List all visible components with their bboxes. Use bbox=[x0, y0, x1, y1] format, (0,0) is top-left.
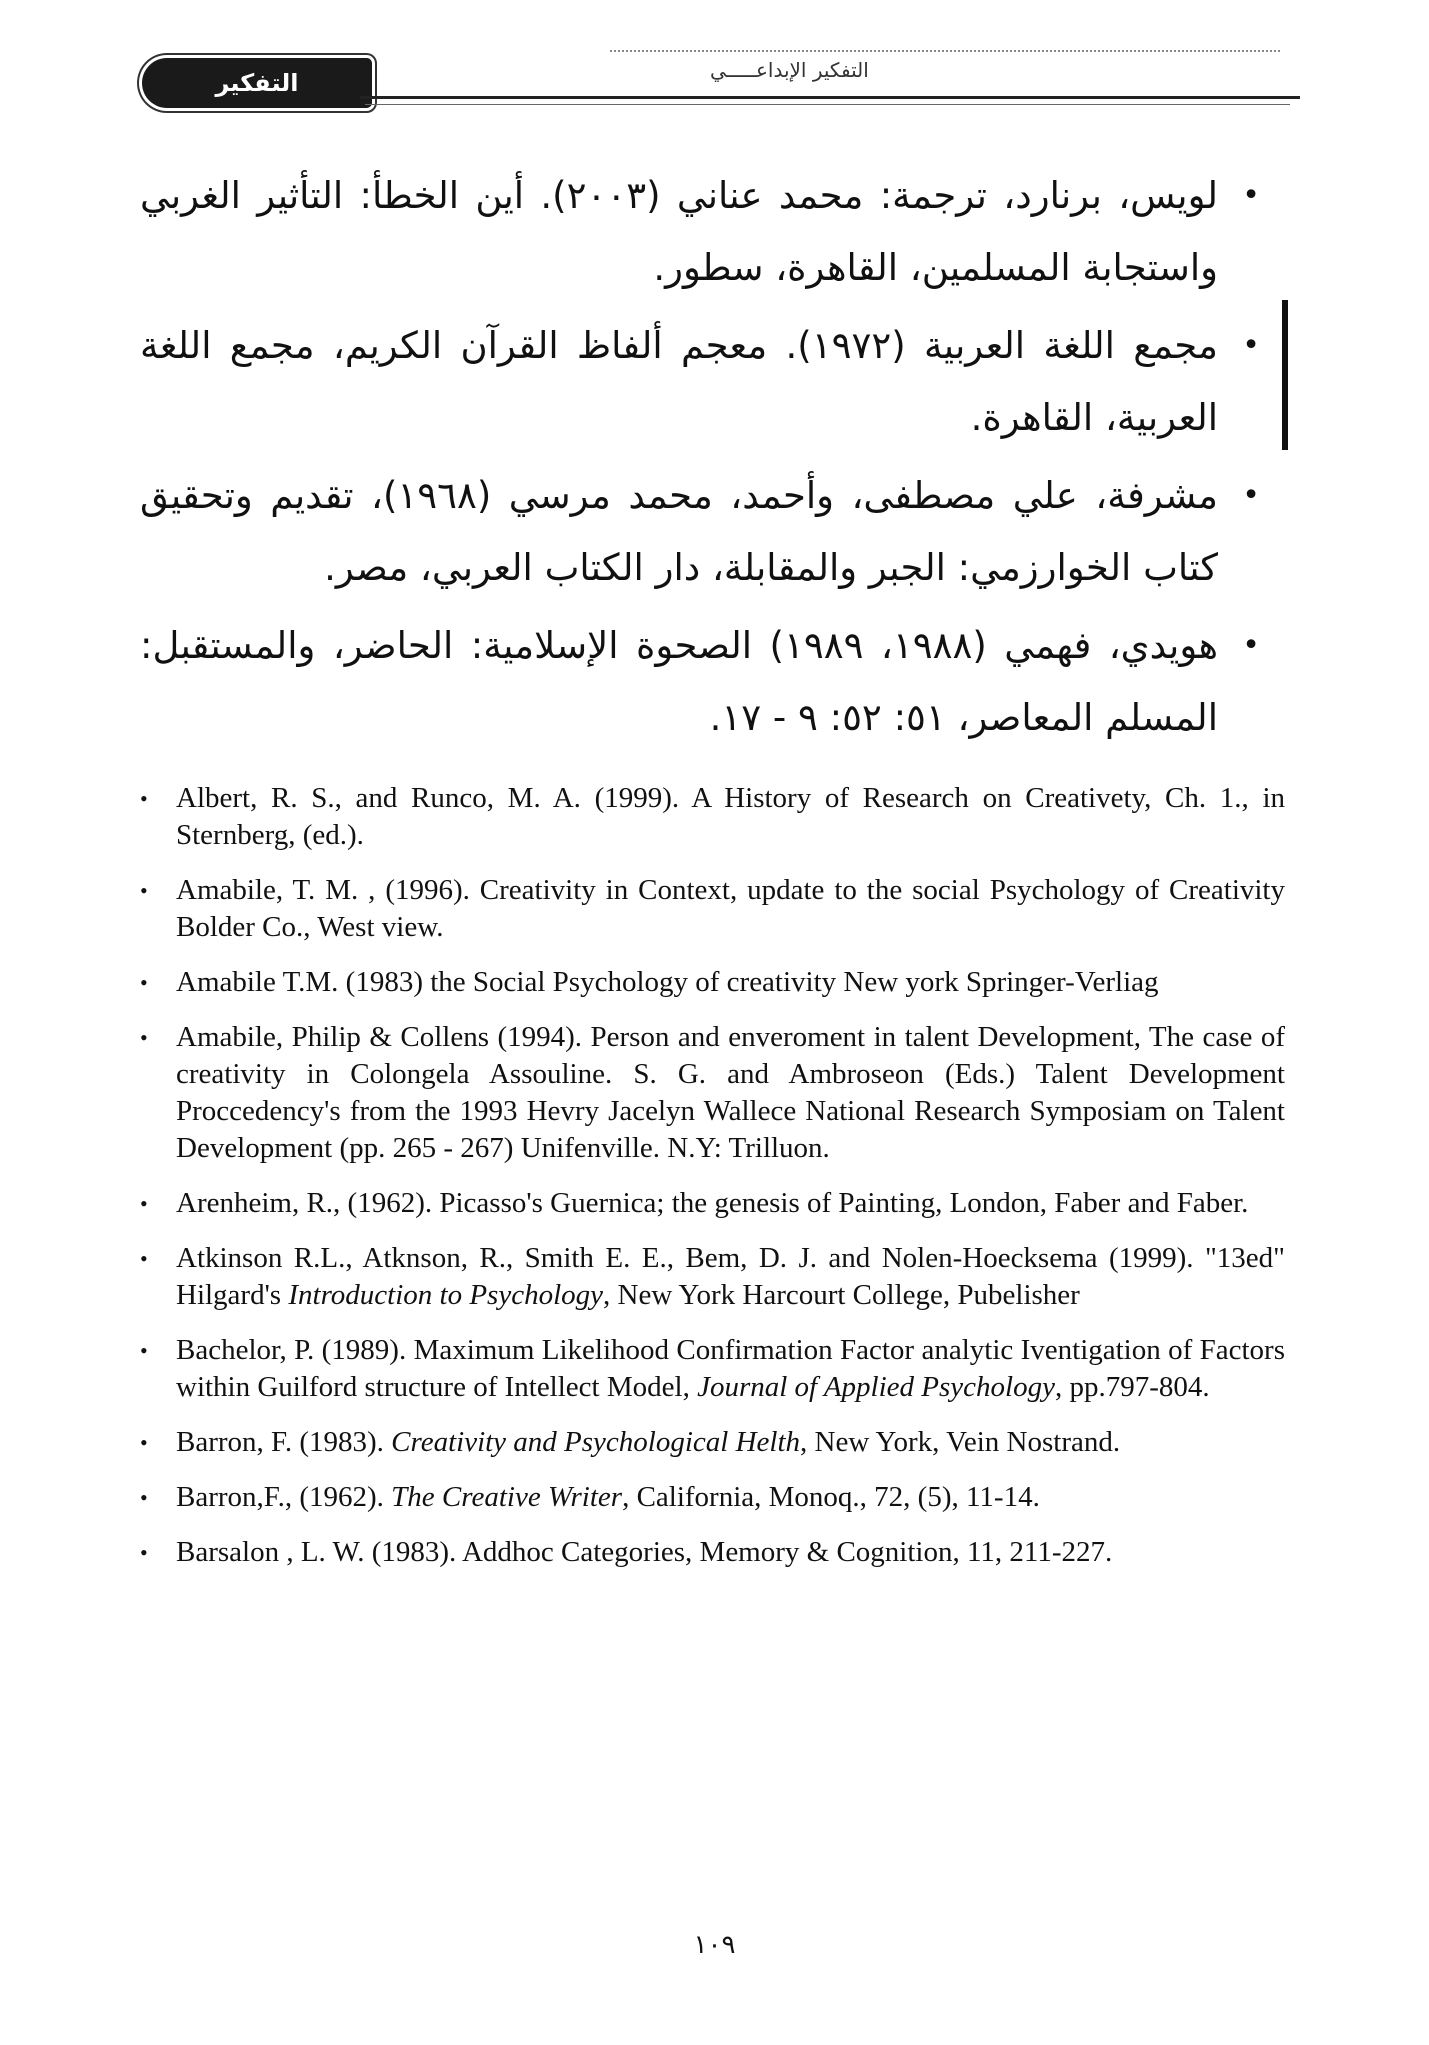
arabic-reference bbox=[140, 310, 1260, 454]
english-reference bbox=[140, 1332, 1285, 1406]
english-reference bbox=[140, 1019, 1285, 1167]
english-reference bbox=[140, 1240, 1285, 1314]
reference-text: Albert, R. S., and Runco, M. A. (1999). A History of Research on Creativety, Ch. 1., in Sternberg, (ed.). bbox=[176, 782, 1285, 851]
arabic-reference bbox=[140, 610, 1260, 754]
bullet: • bbox=[140, 786, 148, 811]
reference-text: Barron,F., (1962). bbox=[176, 1481, 392, 1513]
reference-text: Bachelor, P. (1989). Maximum Likelihood Confirmation Factor analytic Iventigation of Factors within Guilford structure of Intellect Model, bbox=[176, 1334, 1285, 1403]
reference-text: Barron, F. (1983). bbox=[176, 1426, 392, 1458]
reference-text: هويدي، فهمي (١٩٨٨، ١٩٨٩) الصحوة الإسلامية: الحاضر، والمستقبل: المسلم المعاصر، ٥١: ٥٢: ٩ - ١٧. bbox=[140, 624, 1218, 739]
page-number: ١٠٩ bbox=[693, 1930, 736, 1960]
english-reference bbox=[140, 872, 1285, 946]
english-reference bbox=[140, 1534, 1285, 1571]
book-logo-badge bbox=[142, 58, 372, 108]
bullet: • bbox=[140, 1025, 148, 1050]
header-dotted-rule bbox=[610, 50, 1280, 54]
header-rule bbox=[360, 96, 1300, 99]
reference-text: Amabile, T. M. , (1996). Creativity in Context, update to the social Psychology of Creativity Bolder Co., West view. bbox=[176, 874, 1285, 943]
english-reference bbox=[140, 1424, 1285, 1461]
bullet: • bbox=[140, 878, 148, 903]
bullet: • bbox=[1242, 478, 1260, 513]
english-reference bbox=[140, 1185, 1285, 1222]
english-references bbox=[140, 780, 1285, 1589]
bullet: • bbox=[140, 1540, 148, 1565]
reference-text: Atkinson R.L., Atknson, R., Smith E. E., Bem, D. J. and Nolen-Hoecksema (1999). "13ed" Hilgard's bbox=[176, 1242, 1285, 1311]
margin-mark bbox=[1282, 300, 1288, 450]
reference-text: لويس، برنارد، ترجمة: محمد عناني (٢٠٠٣). أين الخطأ: التأثير الغربي واستجابة المسلمين، القاهرة، سطور. bbox=[140, 174, 1218, 289]
bullet: • bbox=[1242, 178, 1260, 213]
bullet: • bbox=[140, 1246, 148, 1271]
english-reference bbox=[140, 780, 1285, 854]
running-header-title: التفكير الإبداعـــــي bbox=[710, 58, 869, 82]
bullet: • bbox=[140, 1485, 148, 1510]
bullet: • bbox=[1242, 328, 1260, 363]
header-rule-thin bbox=[365, 104, 1290, 105]
reference-text: Amabile, Philip & Collens (1994). Person and enveroment in talent Development, The case of creativity in Colongela Assouline. S. G. and Ambroseon (Eds.) Talent Development Proccedency's from the 1993 Hevry Jacelyn Wallece National Research Symposiam on Talent Development (pp. 265 - 267) Unifenville. N.Y: Trilluon. bbox=[176, 1021, 1285, 1164]
bullet: • bbox=[140, 970, 148, 995]
reference-text: Barsalon , L. W. (1983). Addhoc Categories, Memory & Cognition, 11, 211-227. bbox=[176, 1536, 1113, 1568]
reference-text: , New York Harcourt College, Pubelisher bbox=[603, 1279, 1080, 1311]
reference-text: مجمع اللغة العربية (١٩٧٢). معجم ألفاظ القرآن الكريم، مجمع اللغة العربية، القاهرة. bbox=[140, 324, 1218, 439]
bullet: • bbox=[140, 1338, 148, 1363]
reference-text: , pp.797-804. bbox=[1054, 1371, 1210, 1403]
reference-title: Creativity and Psychological Helth bbox=[391, 1426, 801, 1458]
english-reference bbox=[140, 1479, 1285, 1516]
reference-title: The Creative Writer bbox=[391, 1481, 623, 1513]
arabic-reference bbox=[140, 160, 1260, 304]
english-reference bbox=[140, 964, 1285, 1001]
reference-text: Amabile T.M. (1983) the Social Psychology of creativity New york Springer-Verliag bbox=[176, 966, 1159, 998]
reference-text: Arenheim, R., (1962). Picasso's Guernica; the genesis of Painting, London, Faber and Faber. bbox=[176, 1187, 1249, 1219]
page-header bbox=[130, 38, 1300, 128]
arabic-reference bbox=[140, 460, 1260, 604]
logo-text: التفكير bbox=[215, 69, 299, 97]
reference-title: Journal of Applied Psychology bbox=[697, 1371, 1055, 1403]
reference-title: Introduction to Psychology bbox=[288, 1279, 603, 1311]
arabic-references bbox=[140, 160, 1260, 760]
reference-text: , California, Monoq., 72, (5), 11-14. bbox=[622, 1481, 1040, 1513]
reference-text: مشرفة، علي مصطفى، وأحمد، محمد مرسي (١٩٦٨)، تقديم وتحقيق كتاب الخوارزمي: الجبر والمقابلة، دار الكتاب العربي، مصر. bbox=[140, 474, 1219, 589]
bullet: • bbox=[140, 1191, 148, 1216]
reference-text: , New York, Vein Nostrand. bbox=[800, 1426, 1121, 1458]
bullet: • bbox=[1242, 628, 1260, 663]
bullet: • bbox=[140, 1430, 148, 1455]
